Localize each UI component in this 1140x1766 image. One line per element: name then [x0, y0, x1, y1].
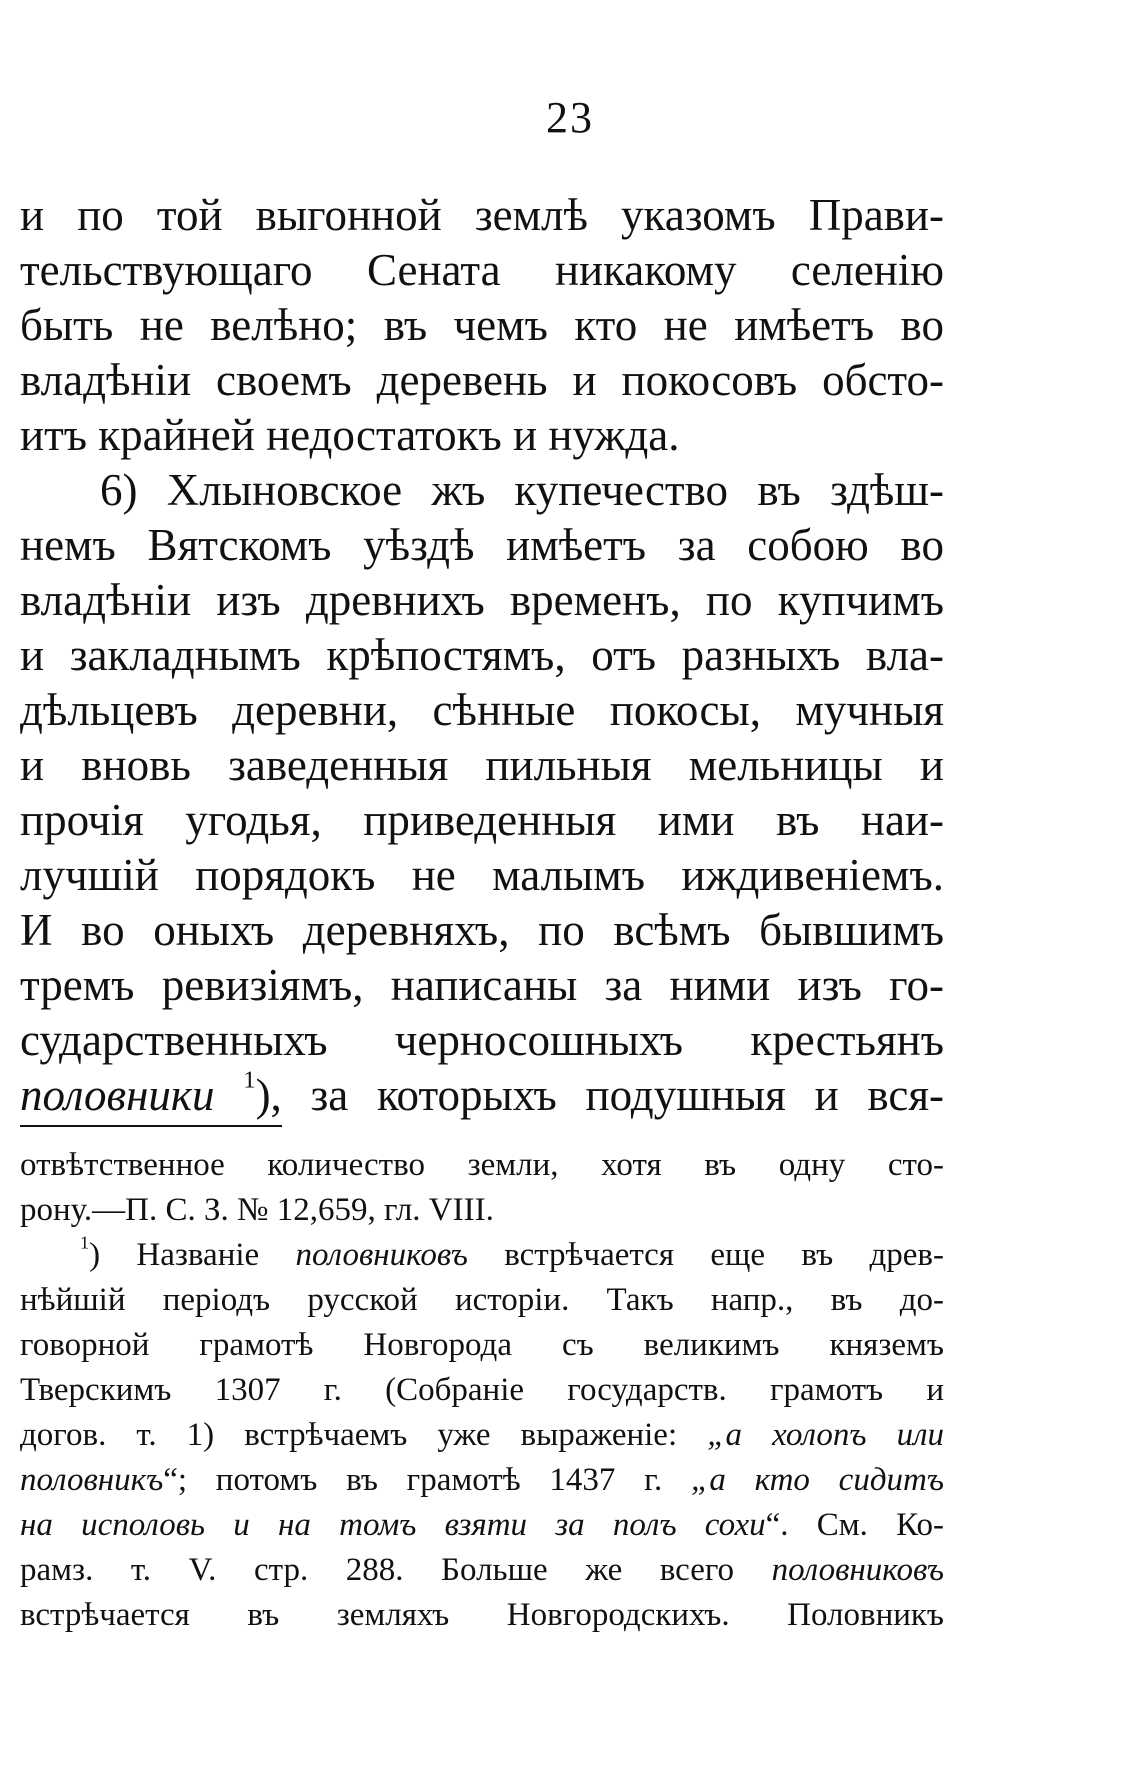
italic-term: половники — [20, 1070, 215, 1120]
main-line: тремъ ревизіямъ, написаны за ними изъ го- — [20, 960, 944, 1010]
main-line: владѣніи своемъ деревень и покосовъ обсто- — [20, 355, 944, 405]
main-line: И во оныхъ деревняхъ, по всѣмъ бывшимъ — [20, 905, 944, 955]
footnote-marker: 1 — [243, 1066, 256, 1094]
paragraph-start-line: 6) Хлыновское жъ купечество въ здѣш- — [100, 465, 944, 515]
main-line: итъ крайней недостатокъ и нужда. — [20, 410, 680, 460]
footnote-start-line: $^1$) Названіе половниковъ встрѣчается еще въ древ- — [80, 1232, 944, 1273]
footnote-line: отвѣтственное количество земли, хотя въ одну сто- — [20, 1147, 944, 1183]
main-line: лучшій порядокъ не малымъ иждивеніемъ. — [20, 850, 944, 900]
main-line: немъ Вятскомъ уѣздѣ имѣетъ за собою во — [20, 520, 944, 570]
footnote-line: Тверскимъ 1307 г. (Собраніе государств. грамотъ и — [20, 1372, 944, 1408]
page-number: 23 — [546, 93, 594, 142]
footnote-line: говорной грамотѣ Новгорода съ великимъ княземъ — [20, 1327, 944, 1363]
main-line: и по той выгонной землѣ указомъ Прави- — [20, 190, 944, 240]
main-line: половники $^1$), за которыхъ подушныя и вся- — [20, 1066, 945, 1120]
main-line: дѣльцевъ деревни, сѣнные покосы, мучныя — [20, 685, 944, 735]
main-line: и вновь заведенныя пильныя мельницы и — [20, 740, 944, 790]
footnote-line: рамз. т. V. стр. 288. Больше же всего половниковъ — [20, 1552, 944, 1588]
footnote-marker: 1 — [80, 1232, 90, 1253]
footnote-line: на исполовь и на томъ взяти за полъ сохи“. См. Ко- — [20, 1507, 944, 1543]
footnote-rule — [20, 1125, 282, 1127]
footnote-line: догов. т. 1) встрѣчаемъ уже выраженіе: „а холопъ или — [20, 1417, 944, 1453]
main-line: тельствующаго Сената никакому селенію — [20, 245, 944, 295]
main-line: быть не велѣно; въ чемъ кто не имѣетъ во — [20, 300, 944, 350]
main-line: прочія угодья, приведенныя ими въ наи- — [20, 795, 944, 845]
footnote-line: встрѣчается въ земляхъ Новгородскихъ. Половникъ — [20, 1597, 944, 1633]
main-line: сударственныхъ черносошныхъ крестьянъ — [20, 1015, 944, 1065]
main-line: и закладнымъ крѣпостямъ, отъ разныхъ вла- — [20, 630, 944, 680]
footnote-line: половникъ“; потомъ въ грамотѣ 1437 г. „а кто сидитъ — [20, 1462, 944, 1498]
main-line: владѣніи изъ древнихъ временъ, по купчимъ — [20, 575, 944, 625]
footnote-line: рону.—П. С. З. № 12,659, гл. VIII. — [20, 1192, 494, 1228]
footnote-line: нѣйшій періодъ русской исторіи. Такъ напр., въ до- — [20, 1282, 944, 1318]
